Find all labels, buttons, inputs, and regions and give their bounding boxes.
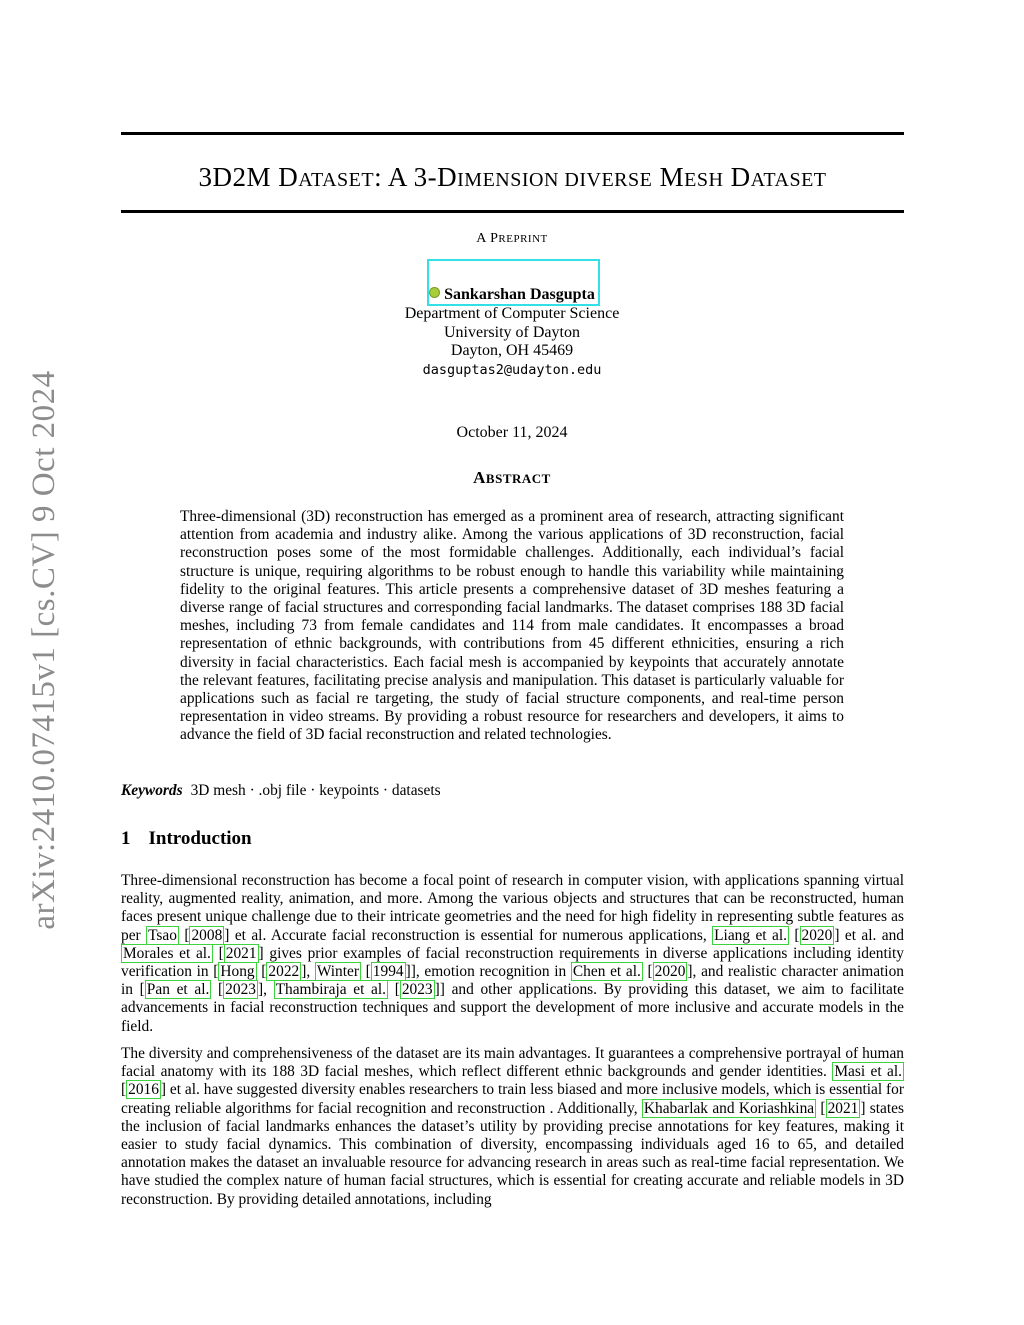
keywords-text: 3D mesh · .obj file · keypoints · datasets xyxy=(190,782,441,799)
citation-link[interactable]: 2023 xyxy=(401,981,433,999)
title-part: M xyxy=(652,162,685,192)
text-run: ] et al. have suggested diversity enables researchers to train less biased and more inclusive models, which is essential for creating reliable algorithms for facial recognition and reconstruction . Additionally, xyxy=(121,1081,904,1117)
abstract-heading-cap: A xyxy=(473,468,486,487)
text-run: [ xyxy=(212,944,224,962)
preprint-sc: REPRINT xyxy=(498,233,548,245)
citation-link[interactable]: 2021 xyxy=(225,944,257,962)
citation-link[interactable]: 2021 xyxy=(827,1099,859,1117)
citation-link[interactable]: Thambiraja et al. xyxy=(275,981,387,999)
citation-link[interactable]: Chen et al. xyxy=(572,963,641,981)
text-run: ]] and other applications. By providing this dataset, we aim to facilitate advancements in facial reconstruction techniques and support the development of more inclusive and accurate models in the field. xyxy=(121,981,904,1035)
citation-link[interactable]: Masi et al. xyxy=(834,1063,903,1081)
keywords-label: Keywords xyxy=(121,782,183,799)
title-part: ESH xyxy=(684,169,724,191)
citation-link[interactable]: 2008 xyxy=(191,926,223,944)
citation-link[interactable]: 2020 xyxy=(654,963,686,981)
text-run: ] et al. Accurate facial reconstruction is essential for numerous applications, xyxy=(224,926,713,944)
author-email[interactable]: dasguptas2@udayton.edu xyxy=(422,362,602,378)
text-run: [ xyxy=(642,963,653,981)
citation-link[interactable]: Winter xyxy=(316,963,359,981)
text-run: ] gives prior examples of facial reconstruction requirements in diverse applications including identity verification in [ xyxy=(121,944,904,981)
citation-link[interactable]: Morales et al. xyxy=(123,944,211,962)
text-run: [ xyxy=(788,926,800,944)
citation-link[interactable]: Tsao xyxy=(148,926,177,944)
text-run: ], and realistic character animation in [ xyxy=(121,963,904,999)
citation-link[interactable]: 2020 xyxy=(801,926,833,944)
preprint-label xyxy=(0,231,1024,247)
citation-link[interactable]: Liang et al. xyxy=(714,926,787,944)
title-part: ATASET xyxy=(298,169,375,191)
text-run: [ xyxy=(360,963,371,981)
orcid-icon[interactable] xyxy=(429,287,440,298)
title-part: D xyxy=(723,162,751,192)
text-run: [ xyxy=(211,981,224,999)
abstract-heading-sc: BSTRACT xyxy=(485,471,551,486)
text-run: Three-dimensional reconstruction has become a focal point of research in computer vision, with applications spanning virtual reality, augmented reality, animation, and more. Among the various objects and structures that can be reconstructed, human faces present unique challenge due to their intricate geometries and the need for high fidelity in representing subtle features as per xyxy=(121,872,904,944)
paper-title xyxy=(121,157,904,200)
title-part: ATASET xyxy=(750,169,827,191)
text-run: ] states the inclusion of facial landmarks enhances the dataset’s utility by providing precise annotations for key features, making it easier to study facial dynamics. This combination of diversity, encompassing individuals aged 16 to 65, and detailed annotation makes the dataset an invaluable resource for advancing research in areas such as real-time facial representation. We have studied the complex nature of human facial structures, which is essential for creating accurate and reliable models in 3D reconstruction. By providing detailed annotations, including xyxy=(121,1099,904,1208)
citation-link[interactable]: Pan et al. xyxy=(146,981,210,999)
abstract-heading xyxy=(0,468,1024,488)
intro-paragraph-2 xyxy=(121,1045,904,1209)
citation-link[interactable]: Khabarlak and Koriashkina xyxy=(643,1099,815,1117)
text-run: [ xyxy=(388,981,400,999)
author-university: University of Dayton xyxy=(444,324,580,341)
title-bottom-rule xyxy=(121,210,904,213)
title-part: : A 3-D xyxy=(374,162,458,192)
section-title: Introduction xyxy=(148,828,252,849)
preprint-cap: A P xyxy=(476,231,499,246)
arxiv-identifier: arXiv:2410.07415v1 [cs.CV] 9 Oct 2024 xyxy=(26,370,62,930)
text-run: [ xyxy=(816,1099,826,1117)
intro-paragraph-1 xyxy=(121,872,904,1036)
keywords xyxy=(121,782,441,800)
text-run: [ xyxy=(178,926,190,944)
citation-link[interactable]: 2016 xyxy=(128,1081,159,1099)
author-department: Department of Computer Science xyxy=(404,305,620,322)
title-part: 3D2M D xyxy=(198,162,299,192)
citation-link[interactable]: Hong xyxy=(220,963,255,981)
text-run: ], xyxy=(257,981,274,999)
title-part: IMENSION DIVERSE xyxy=(457,169,653,191)
text-run: [ xyxy=(256,963,267,981)
author-name xyxy=(0,284,1024,306)
paper-date: October 11, 2024 xyxy=(456,424,568,441)
citation-link[interactable]: 2023 xyxy=(225,981,256,999)
author-name-text[interactable]: Sankarshan Dasgupta xyxy=(444,286,595,303)
section-heading xyxy=(121,828,252,850)
text-run: The diversity and comprehensiveness of the dataset are its main advantages. It guarantees a comprehensive portrayal of human facial anatomy with its 188 3D facial meshes, which reflect different ethnic backgrounds and gender identities. xyxy=(121,1045,904,1081)
text-run: ] et al. and xyxy=(834,926,904,944)
citation-link[interactable]: 2022 xyxy=(268,963,300,981)
citation-link[interactable]: 1994 xyxy=(372,963,404,981)
abstract-text: Three-dimensional (3D) reconstruction has emerged as a prominent area of research, attracting significant attention from academia and industry alike. Among the various applications of 3D reconstruction, facial reconstruction poses some of the most formidable challenges. Additionally, each individual’s facial structure is unique, requiring algorithms to be robust enough to handle this variability while maintaining fidelity to the original features. This article presents a comprehensive dataset of 3D meshes featuring a diverse range of facial structures and corresponding facial landmarks. The dataset comprises 188 3D facial meshes, including 73 from female candidates and 114 from male candidates. It encompasses a broad representation of ethnic backgrounds, with contributions from 45 different ethnicities, ensuring a rich diversity in facial characteristics. Each facial mesh is accompanied by keypoints that accurately annotate the relevant features, facilitating precise analysis and manipulation. This dataset is particularly valuable for applications such as facial re targeting, the study of facial structure components, and real-time person representation in video streams. By providing a robust resource for researchers and developers, it aims to advance the field of 3D facial reconstruction and related technologies. xyxy=(180,508,844,744)
author-location: Dayton, OH 45469 xyxy=(450,342,574,359)
text-run: [ xyxy=(121,1081,127,1099)
section-number: 1 xyxy=(121,828,131,849)
text-run: ], xyxy=(301,963,315,981)
title-top-rule xyxy=(121,132,904,135)
text-run: ]], emotion recognition in xyxy=(405,963,571,981)
